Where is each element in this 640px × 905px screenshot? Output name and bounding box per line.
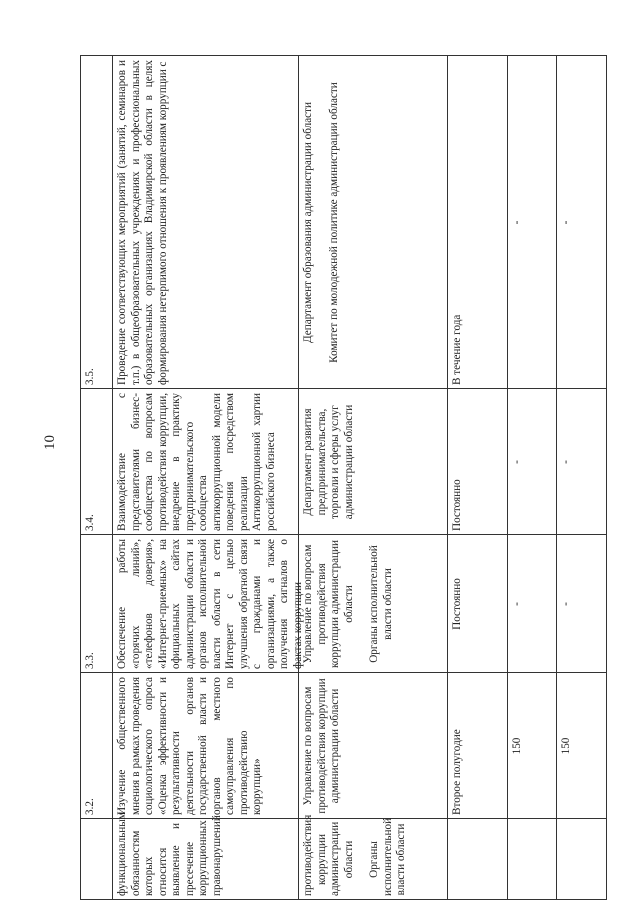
page-number: 10 [42,435,58,450]
executor-cell [298,389,447,535]
period-cell: В течение года [451,314,463,385]
executor-secondary: Комитет по молодежной политике администрации области [327,82,340,363]
value-cell-2: 150 [560,737,572,755]
executor-primary: Департамент образования администрации области [302,101,314,344]
value-cell-1: - [511,460,523,464]
value-cell-1: - [511,220,523,225]
row-number: 3.4. [84,514,96,531]
value-cell-1: - [511,602,523,606]
executor-cell [298,535,447,673]
period-cell: Второе полугодие [451,729,463,815]
description-cell: Проведение соответствующих мероприятий (занятий, семинаров и т.п.) в общеобразовательных учреждениях и профессиональных образовательных организациях Владимирской области в целях формирования нетерпимого отношения к проявлениям коррупции с [116,60,169,385]
executor-secondary: Органы исполнительной власти области [368,545,394,663]
executor-primary: противодействия коррупции администрации области [302,814,355,896]
description-cell: функциональным обязанностям которых относится выявление и пресечение коррупционных правонарушений [116,812,223,896]
table-border-bottom [606,55,607,900]
value-cell-2: - [560,460,572,464]
value-cell-2: - [560,220,572,225]
table-row [112,812,298,900]
description-cell: Обеспечение работы «горячих линий», «телефонов доверия», «Интернет-приемных» на официальных сайтах администрации области и органов исполнительной власти области в сети Интернет с целью улучшения обратной связи с гражданами и организациями, а также получения сигналов о фактах коррупции [116,539,304,669]
description-cell: Изучение общественного мнения в рамках проведения социологического опроса «Оценка эффективности и результативности деятельности органов государственной власти и органов местного самоуправления по противодействию коррупции» [116,677,263,815]
executor-cell [298,56,447,389]
row-number: 3.5. [84,368,96,385]
period-cell: Постоянно [451,578,463,630]
executor-cell [298,814,447,900]
executor-primary: Департамент развития предпринимательства, торговли и сферы услуг администрации области [302,404,355,520]
executor-cell [298,673,447,819]
row-number: 3.2. [84,798,96,815]
executor-secondary: Органы исполнительной власти области [368,817,407,896]
row-number: 3.3. [84,652,96,669]
period-cell: Постоянно [451,479,463,531]
executor-primary: Управление по вопросам противодействия коррупции администрации области [302,678,341,814]
description-cell: Взаимодействие с представителями бизнес-сообщества по вопросам противодействия коррупции, внедрение в практику предпринимательского сообщества антикоррупционной модели поведения посредством реализации Антикоррупционной хартии российского бизнеса [116,393,277,531]
value-cell-1: 150 [511,737,523,755]
value-cell-2: - [560,602,572,606]
rotated-document-table [80,55,607,900]
executor-primary: Управление по вопросам противодействия коррупции администрации области [302,539,355,669]
